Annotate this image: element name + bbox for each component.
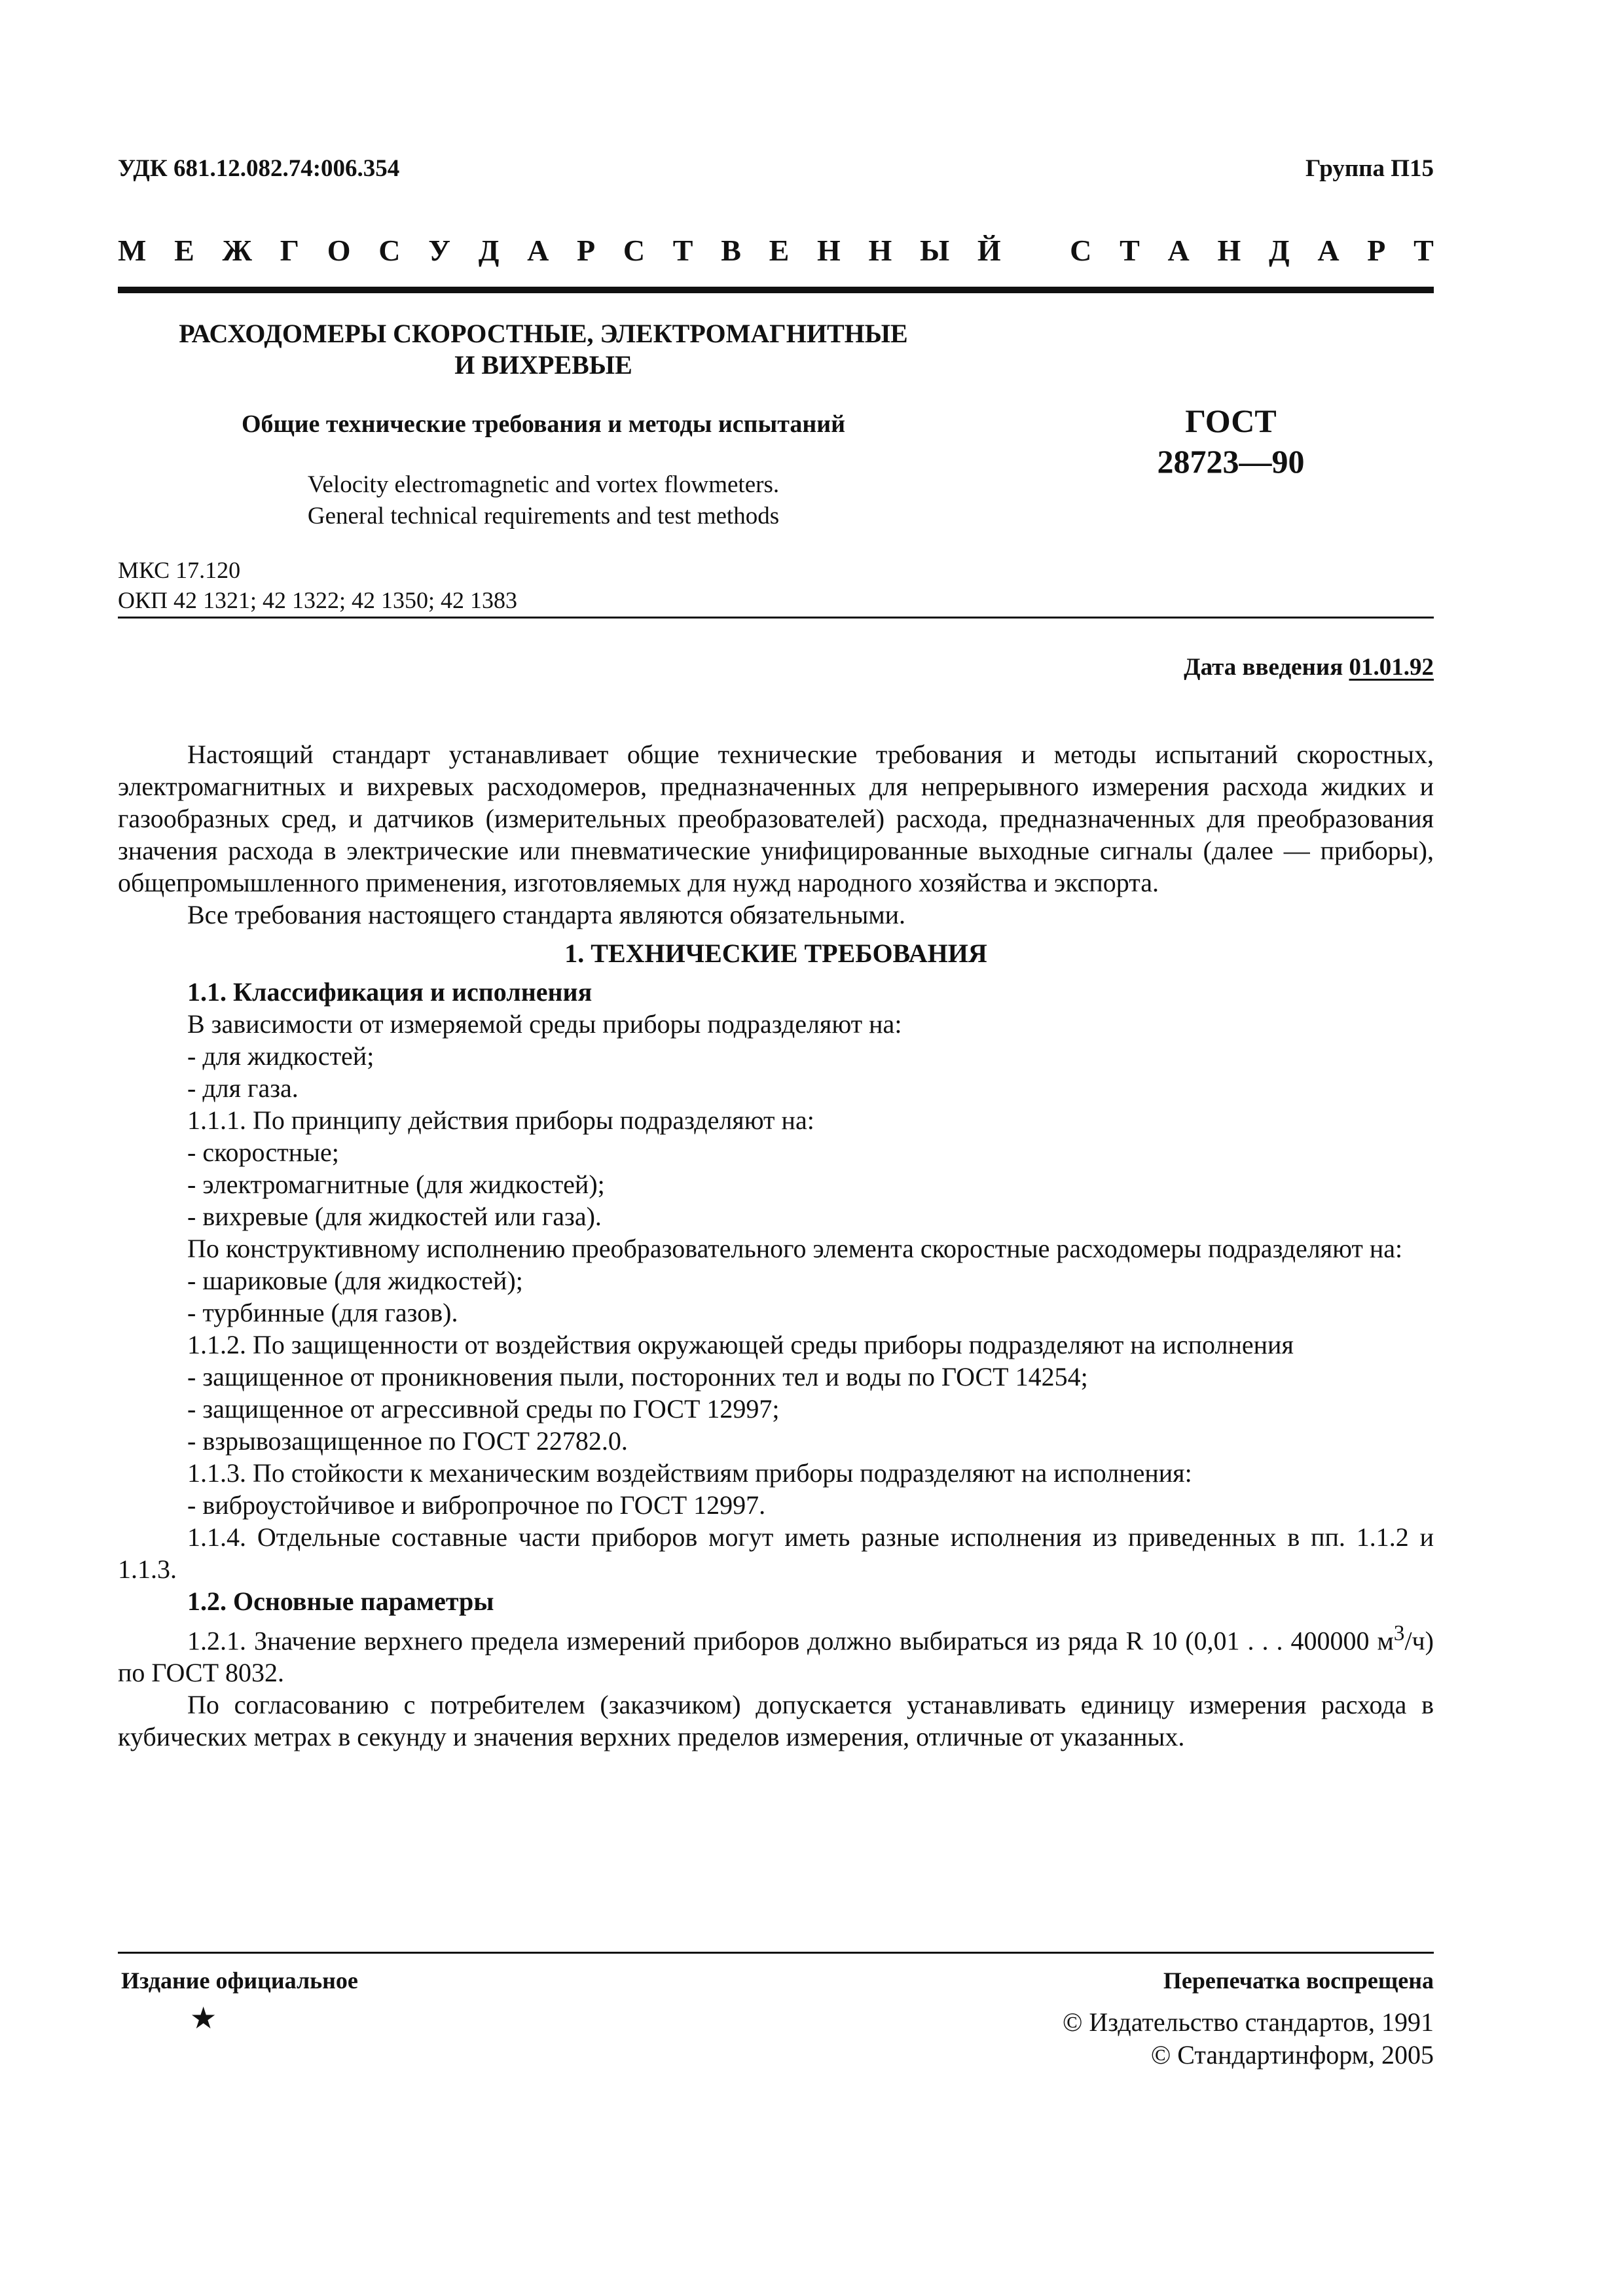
copyright-line-1: © Издательство стандартов, 1991 bbox=[1062, 2007, 1434, 2037]
group-code: Группа П15 bbox=[1305, 155, 1434, 182]
heading-letter: Д bbox=[478, 233, 500, 267]
heading-letter: Ж bbox=[222, 233, 253, 267]
heading-letter: Т bbox=[1413, 233, 1434, 267]
gost-designation bbox=[1100, 401, 1362, 482]
list-item: - шариковые (для жидкостей); bbox=[187, 1266, 523, 1295]
section-1-1-2: 1.1.2. По защищенности от воздействия окружающей среды приборы подразделяют на исполнения bbox=[187, 1330, 1294, 1359]
footer-divider bbox=[118, 1952, 1434, 1954]
mandatory-paragraph: Все требования настоящего стандарта являются обязательными. bbox=[187, 900, 906, 929]
official-edition-label: Издание официальное bbox=[121, 1967, 358, 1994]
heading-letter: Н bbox=[868, 233, 892, 267]
heading-letter: Ы bbox=[920, 233, 950, 267]
heading-letter: Г bbox=[280, 233, 300, 267]
heading-letter: О bbox=[327, 233, 351, 267]
heading-letter: С bbox=[378, 233, 401, 267]
intro-paragraph: Настоящий стандарт устанавливает общие технические требования и методы испытаний скоростных, электромагнитных и вихревых расходомеров, предназначенных для непрерывного измерения расхода жидких и газообразных сред, и датчиков (измерительных преобразователей) расхода, предназначенных для преобразования значения расхода в электрические или пневматические унифицированные выходные сигналы (далее — приборы), общепромышленного применения, изготовляемых для нужд народного хозяйства и экспорта. bbox=[118, 740, 1434, 897]
section-1-1-3: 1.1.3. По стойкости к механическим воздействиям приборы подразделяют на исполнения: bbox=[187, 1458, 1192, 1488]
heading-letter: С bbox=[1070, 233, 1092, 267]
date-label: Дата введения bbox=[1184, 654, 1343, 681]
section-1-heading: 1. ТЕХНИЧЕСКИЕ ТРЕБОВАНИЯ bbox=[564, 939, 987, 968]
heading-letter: Й bbox=[977, 233, 1001, 267]
classification-codes bbox=[118, 555, 517, 615]
english-title-line-1: Velocity electromagnetic and vortex flowmeters. bbox=[307, 471, 780, 498]
heading-letter: А bbox=[527, 233, 549, 267]
gost-number: 28723—90 bbox=[1157, 443, 1305, 480]
introduction-date bbox=[1184, 653, 1434, 681]
title-line-2: И ВИХРЕВЫЕ bbox=[454, 350, 632, 380]
heading-letter: Р bbox=[577, 233, 596, 267]
heading-letter: Е bbox=[174, 233, 194, 267]
thick-divider bbox=[118, 287, 1434, 293]
heading-letter: У bbox=[428, 233, 450, 267]
star-icon: ★ bbox=[190, 2001, 217, 2035]
document-title bbox=[118, 318, 969, 381]
heading-letter: Д bbox=[1268, 233, 1290, 267]
section-1-1-intro: В зависимости от измеряемой среды приборы подразделяют на: bbox=[187, 1009, 902, 1039]
list-item: - вихревые (для жидкостей или газа). bbox=[187, 1202, 602, 1231]
heading-letter: А bbox=[1167, 233, 1190, 267]
section-1-1-1: 1.1.1. По принципу действия приборы подразделяют на: bbox=[187, 1105, 814, 1135]
section-1-2-1-text-a: 1.2.1. Значение верхнего предела измерений приборов должно выбираться из ряда R 10 (0,01 . . . 400000 м bbox=[187, 1626, 1394, 1656]
agreement-paragraph: По согласованию с потребителем (заказчиком) допускается устанавливать единицу измерения расхода в кубических метрах в секунду и значения верхних пределов измерения, отличные от указанных. bbox=[118, 1690, 1434, 1752]
heading-letter: В bbox=[721, 233, 741, 267]
heading-letter: А bbox=[1317, 233, 1340, 267]
english-title bbox=[118, 469, 969, 532]
heading-letter: Н bbox=[1217, 233, 1241, 267]
title-line-1: РАСХОДОМЕРЫ СКОРОСТНЫЕ, ЭЛЕКТРОМАГНИТНЫЕ bbox=[179, 319, 908, 348]
list-item: - электромагнитные (для жидкостей); bbox=[187, 1170, 605, 1199]
word-gap bbox=[1029, 233, 1042, 268]
construct-paragraph: По конструктивному исполнению преобразовательного элемента скоростные расходомеры подразделяют на: bbox=[187, 1234, 1403, 1263]
copyright-line-2: © Стандартинформ, 2005 bbox=[1150, 2040, 1434, 2070]
date-value: 01.01.92 bbox=[1349, 654, 1434, 681]
list-item: - защищенное от агрессивной среды по ГОСТ 12997; bbox=[187, 1394, 780, 1424]
list-item: - защищенное от проникновения пыли, посторонних тел и воды по ГОСТ 14254; bbox=[187, 1362, 1088, 1391]
reprint-prohibited-label: Перепечатка воспрещена bbox=[1163, 1967, 1434, 1994]
section-1-2-heading: 1.2. Основные параметры bbox=[187, 1587, 494, 1616]
copyright-block bbox=[1063, 2006, 1434, 2072]
list-item: - турбинные (для газов). bbox=[187, 1298, 458, 1327]
heading-letter: Р bbox=[1367, 233, 1386, 267]
superscript-cube: 3 bbox=[1393, 1621, 1405, 1645]
interstate-standard-heading bbox=[118, 230, 1434, 270]
okp-code: ОКП 42 1321; 42 1322; 42 1350; 42 1383 bbox=[118, 587, 518, 613]
list-item: - для жидкостей; bbox=[187, 1041, 374, 1071]
section-1-1-heading: 1.1. Классификация и исполнения bbox=[187, 977, 593, 1007]
list-item: - скоростные; bbox=[187, 1138, 339, 1167]
document-body bbox=[118, 738, 1434, 1753]
gost-label: ГОСТ bbox=[1185, 403, 1277, 439]
heading-letter: Т bbox=[672, 233, 693, 267]
english-title-line-2: General technical requirements and test methods bbox=[307, 503, 780, 529]
heading-letter: Е bbox=[769, 233, 790, 267]
list-item: - взрывозащищенное по ГОСТ 22782.0. bbox=[187, 1426, 628, 1456]
section-1-2-1 bbox=[118, 1617, 1434, 1689]
list-item: - виброустойчивое и вибропрочное по ГОСТ 12997. bbox=[187, 1490, 766, 1520]
list-item: - для газа. bbox=[187, 1073, 299, 1103]
heading-letter: М bbox=[118, 233, 147, 267]
heading-letter: Н bbox=[817, 233, 841, 267]
udk-code: УДК 681.12.082.74:006.354 bbox=[118, 155, 400, 182]
document-subtitle: Общие технические требования и методы испытаний bbox=[241, 410, 846, 438]
heading-letter: Т bbox=[1120, 233, 1140, 267]
section-1-1-4: 1.1.4. Отдельные составные части приборов могут иметь разные исполнения из приведенных в пп. 1.1.2 и 1.1.3. bbox=[118, 1522, 1434, 1584]
heading-letter: С bbox=[623, 233, 646, 267]
section-1-2-1-text-b: /ч) по ГОСТ 8032. bbox=[118, 1626, 1434, 1688]
mks-code: МКС 17.120 bbox=[118, 557, 241, 583]
thin-divider bbox=[118, 617, 1434, 619]
